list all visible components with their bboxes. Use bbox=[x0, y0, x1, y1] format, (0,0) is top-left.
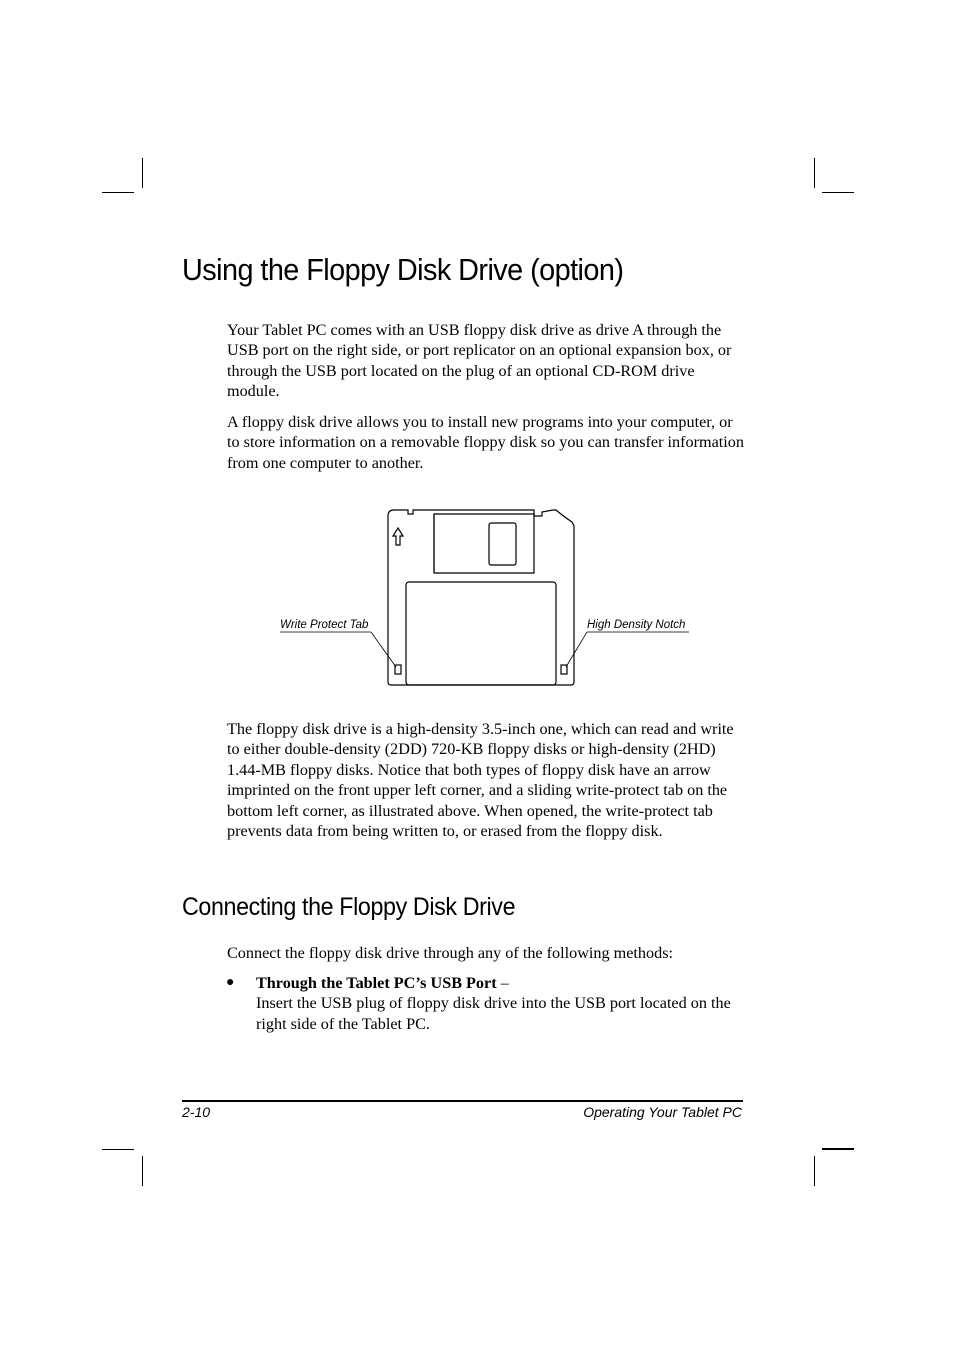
footer-rule bbox=[182, 1100, 743, 1102]
crop-mark bbox=[102, 192, 134, 193]
purpose-paragraph: A floppy disk drive allows you to install new programs into your computer, or to store information on a removable floppy disk so you can transfer information from one computer to another. bbox=[227, 413, 744, 472]
description-paragraph: The floppy disk drive is a high-density 3.5-inch one, which can read and write to either double-density (2DD) 720-KB floppy disks or high-density (2HD) 1.44-MB floppy disks. Notice that both types of floppy disk have an arrow imprinted on the front upper left corner, and a sliding write-protect tab on the bottom left corner, as illustrated above. When opened, the write-protect tab prevents data from being written to, or erased from the floppy disk. bbox=[227, 720, 734, 841]
crop-mark bbox=[142, 1156, 143, 1186]
shutter-window bbox=[489, 523, 516, 565]
high-density-label: High Density Notch bbox=[587, 619, 686, 631]
write-protect-label: Write Protect Tab bbox=[280, 619, 369, 631]
crop-mark bbox=[142, 158, 143, 188]
connect-intro: Connect the floppy disk drive through any of the following methods: bbox=[227, 944, 673, 962]
crop-mark bbox=[822, 1148, 854, 1150]
section-heading: Connecting the Floppy Disk Drive bbox=[182, 893, 516, 921]
bullet-separator: – bbox=[496, 974, 509, 992]
disk-outline bbox=[388, 510, 574, 685]
floppy-disk-diagram bbox=[270, 500, 700, 692]
intro-paragraph: Your Tablet PC comes with an USB floppy disk drive as drive A through the USB port on the right side, or port replicator on an optional expansion box, or through the USB port located on the plug of an optional CD-ROM drive module. bbox=[227, 321, 732, 401]
page-number: 2-10 bbox=[182, 1104, 211, 1120]
crop-mark bbox=[822, 192, 854, 193]
bullet-title: Through the Tablet PC’s USB Port bbox=[256, 974, 497, 992]
crop-mark bbox=[814, 1156, 815, 1186]
crop-mark bbox=[102, 1149, 134, 1150]
page-title: Using the Floppy Disk Drive (option) bbox=[182, 252, 624, 287]
disk-shutter bbox=[434, 514, 534, 573]
bullet-marker: ● bbox=[226, 975, 235, 990]
crop-mark bbox=[814, 158, 815, 188]
footer-section-title: Operating Your Tablet PC bbox=[583, 1104, 742, 1120]
label-area bbox=[406, 582, 556, 685]
bullet-body: Insert the USB plug of floppy disk drive into the USB port located on the right side of the Tablet PC. bbox=[256, 994, 731, 1033]
arrow-icon bbox=[393, 528, 403, 545]
bullet-item bbox=[256, 973, 746, 1034]
